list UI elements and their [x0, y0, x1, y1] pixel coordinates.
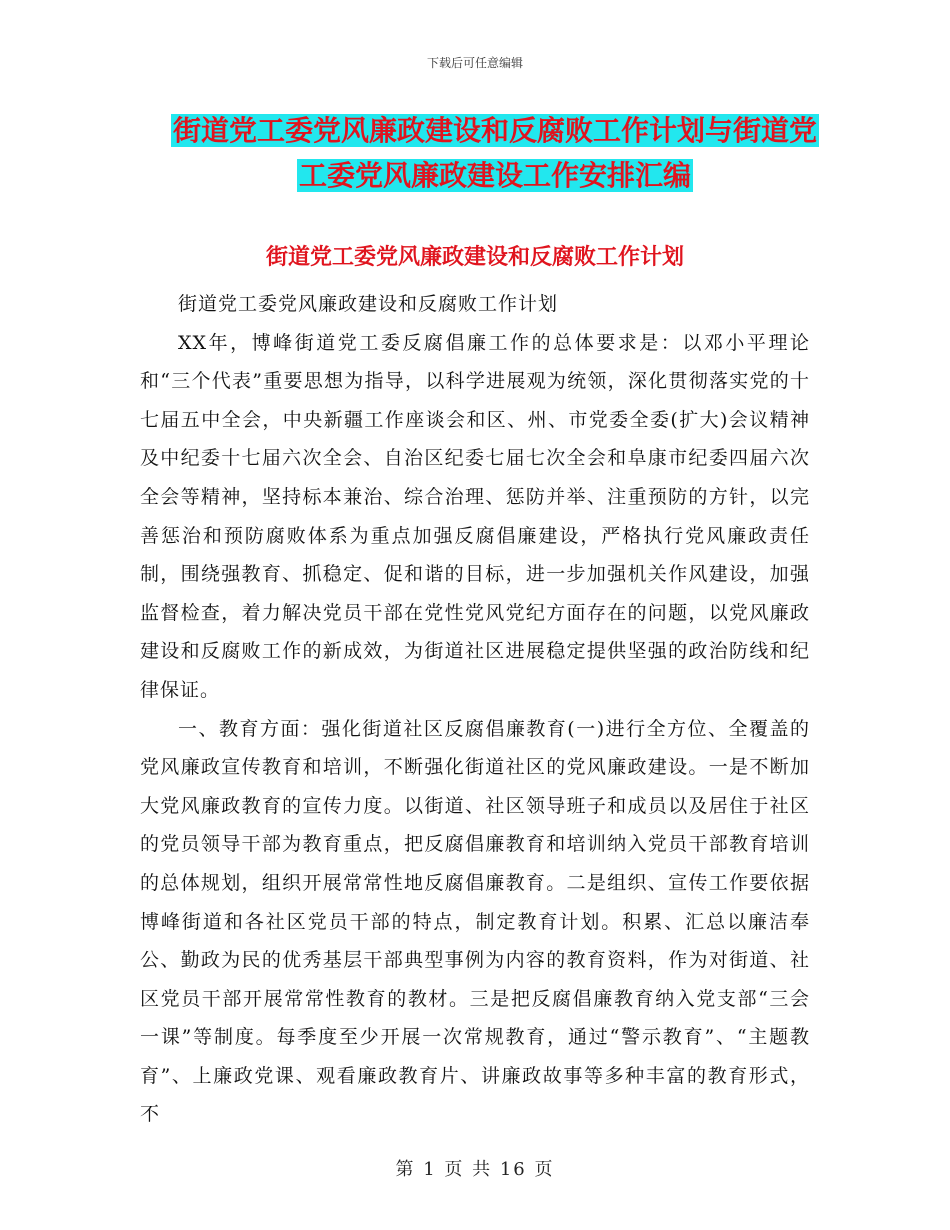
section-title: 街道党工委党风廉政建设和反腐败工作计划	[265, 245, 684, 270]
body-paragraph: 一、教育方面：强化街道社区反腐倡廉教育(一)进行全方位、全覆盖的党风廉政宣传教育和培训，不断强化街道社区的党风廉政建设。一是不断加大党风廉政教育的宣传力度。以街道、社区领导班子和成员以及居住于社区的党员领导干部为教育重点，把反腐倡廉教育和培训纳入党员干部教育培训的总体规划，组织开展常常性地反腐倡廉教育。二是组织、宣传工作要依据博峰街道和各社区党员干部的特点，制定教育计划。积累、汇总以廉洁奉公、勤政为民的优秀基层干部典型事例为内容的教育资料，作为对街道、社区党员干部开展常常性教育的教材。三是把反腐倡廉教育纳入党支部“三会一课”等制度。每季度至少开展一次常规教育，通过“警示教育”、“主题教育”、上廉政党课、观看廉政教育片、讲廉政故事等多种丰富的教育形式，不	[140, 717, 810, 1126]
document-body	[140, 285, 810, 1134]
document-title-line-1: 街道党工委党风廉政建设和反腐败工作计划与街道党	[172, 114, 817, 147]
body-paragraph: XX年，博峰街道党工委反腐倡廉工作的总体要求是：以邓小平理论和“三个代表”重要思想为指导，以科学进展观为统领，深化贯彻落实党的十七届五中全会，中央新疆工作座谈会和区、州、市党委全委(扩大)会议精神及中纪委十七届六次全会、自治区纪委七届七次全会和阜康市纪委四届六次全会等精神，坚持标本兼治、综合治理、惩防并举、注重预防的方针，以完善惩治和预防腐败体系为重点加强反腐倡廉建设，严格执行党风廉政责任制，围绕强教育、抓稳定、促和谐的目标，进一步加强机关作风建设，加强监督检查，着力解决党员干部在党性党风党纪方面存在的问题，以党风廉政建设和反腐败工作的新成效，为街道社区进展稳定提供坚强的政治防线和纪律保证。	[140, 331, 810, 701]
page-number: 第 1 页 共 16 页	[395, 1159, 555, 1180]
header-note: 下载后可任意编辑	[426, 56, 523, 70]
body-paragraph: 街道党工委党风廉政建设和反腐败工作计划	[178, 293, 559, 315]
document-title-line-2: 工委党风廉政建设工作安排汇编	[298, 159, 691, 192]
document-title	[150, 108, 840, 198]
